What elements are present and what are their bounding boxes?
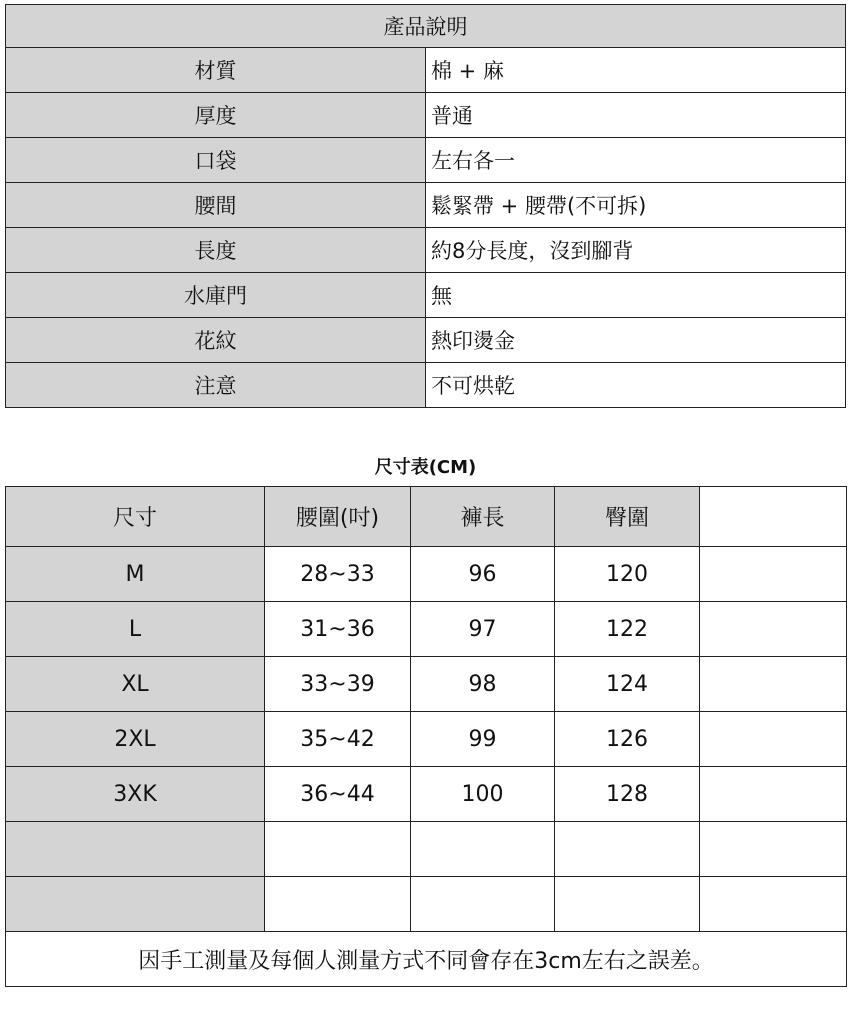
waist-cell: 31~36 xyxy=(265,602,411,657)
size-cell xyxy=(6,877,265,932)
size-row xyxy=(6,877,847,932)
attribute-label: 水庫門 xyxy=(6,273,426,318)
attribute-label: 口袋 xyxy=(6,138,426,183)
empty-cell xyxy=(700,877,847,932)
attribute-value: 普通 xyxy=(426,93,846,138)
size-cell: M xyxy=(6,547,265,602)
attribute-label: 長度 xyxy=(6,228,426,273)
length-cell: 100 xyxy=(411,767,555,822)
hip-cell: 126 xyxy=(555,712,700,767)
size-cell: L xyxy=(6,602,265,657)
attribute-value: 左右各一 xyxy=(426,138,846,183)
attribute-value: 棉 + 麻 xyxy=(426,48,846,93)
empty-cell xyxy=(700,712,847,767)
waist-cell: 35~42 xyxy=(265,712,411,767)
hip-cell xyxy=(555,877,700,932)
length-cell xyxy=(411,877,555,932)
attribute-value: 約8分長度，沒到腳背 xyxy=(426,228,846,273)
size-cell: 2XL xyxy=(6,712,265,767)
empty-cell xyxy=(700,822,847,877)
hip-cell xyxy=(555,822,700,877)
product-info-title: 產品說明 xyxy=(6,5,846,48)
attribute-value: 熱印燙金 xyxy=(426,318,846,363)
attribute-label: 厚度 xyxy=(6,93,426,138)
size-cell: 3XK xyxy=(6,767,265,822)
size-cell: XL xyxy=(6,657,265,712)
size-row xyxy=(6,602,847,657)
attribute-value: 不可烘乾 xyxy=(426,363,846,408)
size-row xyxy=(6,767,847,822)
product-info-row xyxy=(6,183,846,228)
measurement-note-row xyxy=(6,932,847,987)
column-header-size: 尺寸 xyxy=(6,487,265,547)
attribute-label: 腰間 xyxy=(6,183,426,228)
size-chart-title: 尺寸表(CM) xyxy=(374,457,477,478)
length-cell xyxy=(411,822,555,877)
column-header-length: 褲長 xyxy=(411,487,555,547)
hip-cell: 124 xyxy=(555,657,700,712)
attribute-label: 注意 xyxy=(6,363,426,408)
product-info-row xyxy=(6,48,846,93)
column-header-empty xyxy=(700,487,847,547)
product-info-row xyxy=(6,93,846,138)
length-cell: 99 xyxy=(411,712,555,767)
product-info-row xyxy=(6,363,846,408)
measurement-note: 因手工測量及每個人測量方式不同會存在3cm左右之誤差。 xyxy=(6,932,847,987)
waist-cell: 28~33 xyxy=(265,547,411,602)
size-chart-table xyxy=(5,486,847,987)
size-row xyxy=(6,547,847,602)
empty-cell xyxy=(700,602,847,657)
size-row xyxy=(6,657,847,712)
product-info-row xyxy=(6,318,846,363)
length-cell: 96 xyxy=(411,547,555,602)
product-info-row xyxy=(6,228,846,273)
waist-cell xyxy=(265,822,411,877)
waist-cell: 33~39 xyxy=(265,657,411,712)
size-row xyxy=(6,712,847,767)
size-row xyxy=(6,822,847,877)
hip-cell: 122 xyxy=(555,602,700,657)
length-cell: 98 xyxy=(411,657,555,712)
size-chart-header-row xyxy=(6,487,847,547)
product-info-table xyxy=(5,4,846,408)
attribute-value: 無 xyxy=(426,273,846,318)
column-header-waist: 腰圍(吋) xyxy=(265,487,411,547)
empty-cell xyxy=(700,657,847,712)
attribute-label: 材質 xyxy=(6,48,426,93)
length-cell: 97 xyxy=(411,602,555,657)
attribute-label: 花紋 xyxy=(6,318,426,363)
waist-cell xyxy=(265,877,411,932)
column-header-hip: 臀圍 xyxy=(555,487,700,547)
attribute-value: 鬆緊帶 + 腰帶(不可拆) xyxy=(426,183,846,228)
empty-cell xyxy=(700,547,847,602)
hip-cell: 128 xyxy=(555,767,700,822)
size-cell xyxy=(6,822,265,877)
product-info-row xyxy=(6,138,846,183)
waist-cell: 36~44 xyxy=(265,767,411,822)
hip-cell: 120 xyxy=(555,547,700,602)
empty-cell xyxy=(700,767,847,822)
product-info-row xyxy=(6,273,846,318)
